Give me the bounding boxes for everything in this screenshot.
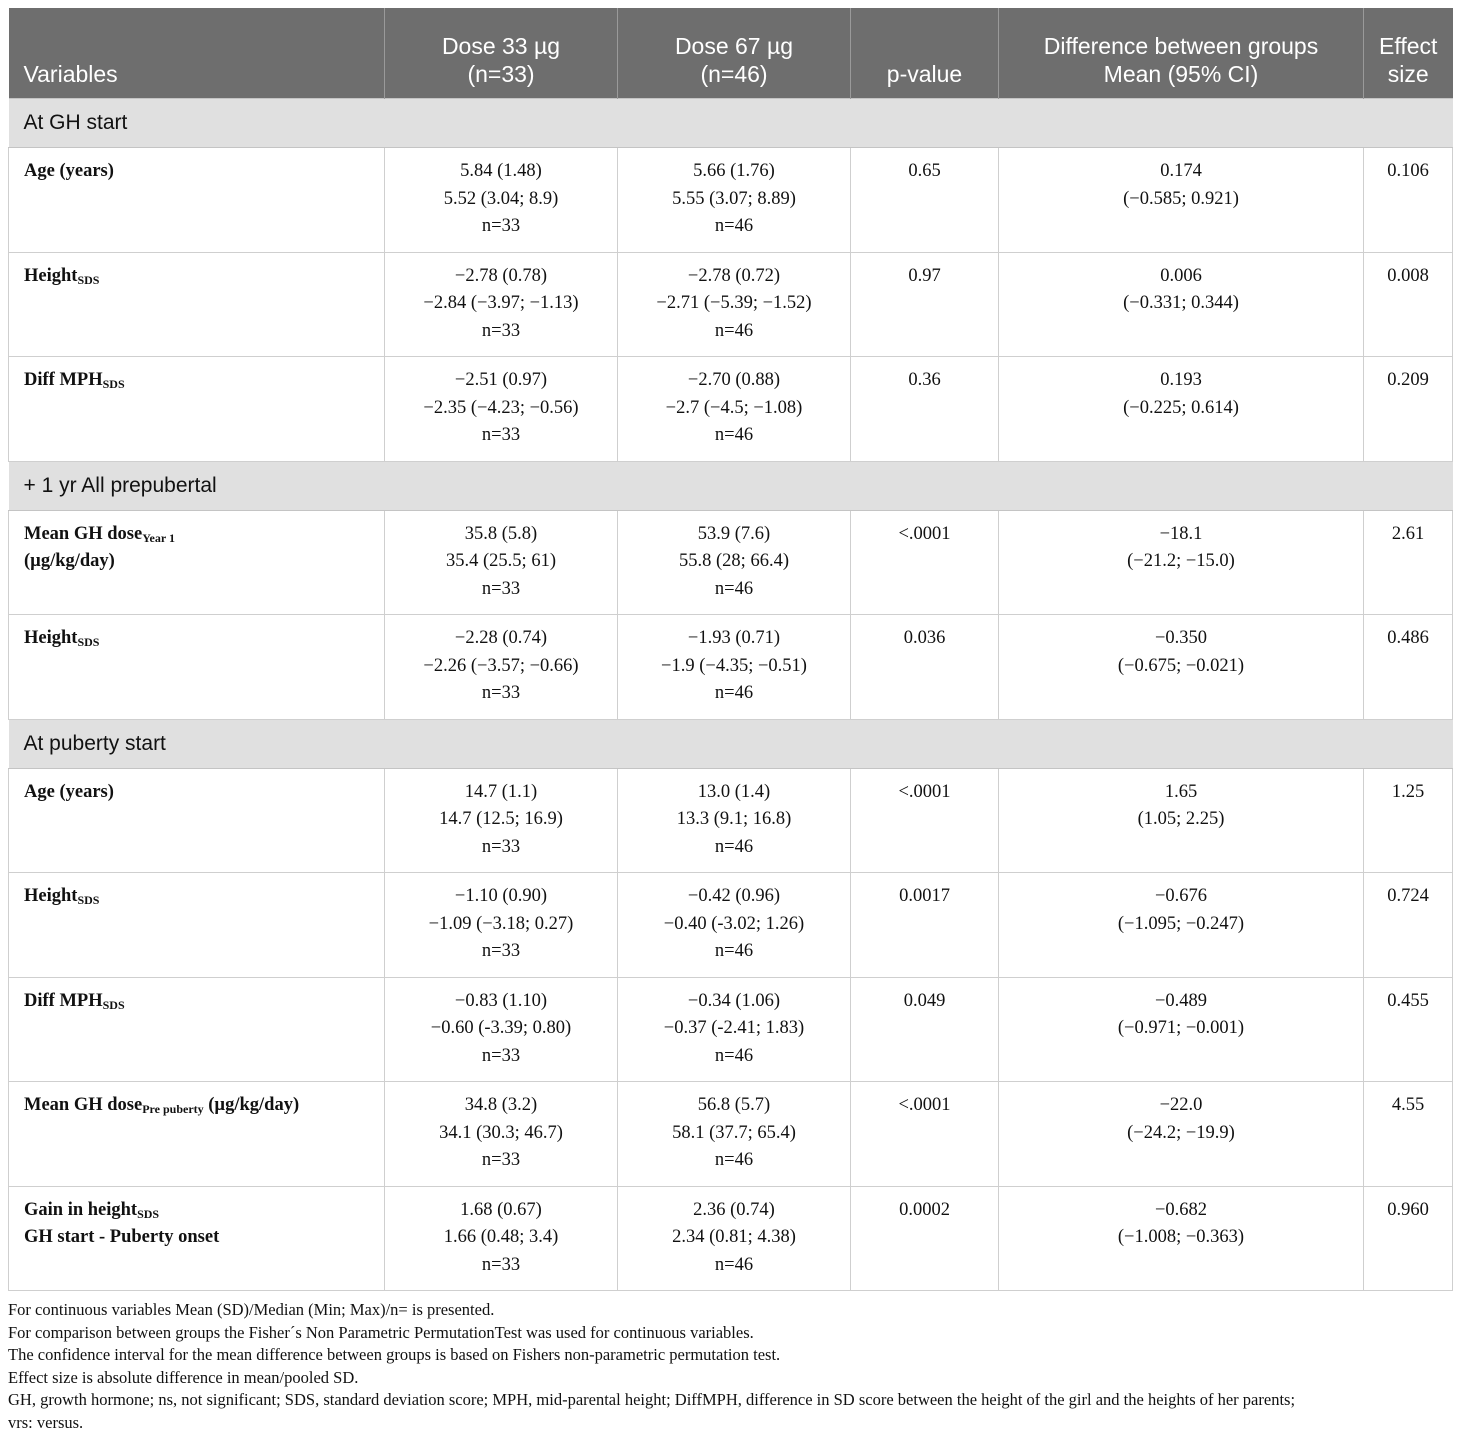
variable-name: Age (years) — [24, 161, 114, 181]
dose-33-value: 1.68 (0.67) — [391, 1197, 611, 1225]
dose-67-value: −0.34 (1.06) — [624, 988, 844, 1016]
dose-67-value: −2.78 (0.72) — [624, 263, 844, 291]
difference-value: (−1.095; −0.247) — [1005, 911, 1357, 939]
dose-67-value: 2.36 (0.74) — [624, 1197, 844, 1225]
p-value-cell: 0.049 — [851, 977, 999, 1082]
dose-67-value: n=46 — [624, 680, 844, 708]
dose-33-cell — [385, 768, 618, 873]
dose-33-cell — [385, 357, 618, 462]
dose-33-value: n=33 — [391, 1043, 611, 1071]
variable-subscript: SDS — [77, 893, 99, 907]
dose-33-value: −2.84 (−3.97; −1.13) — [391, 290, 611, 318]
dose-33-value: n=33 — [391, 834, 611, 862]
section-title: At GH start — [9, 99, 1453, 148]
header-p-value: p-value — [851, 8, 999, 99]
dose-33-value: −2.78 (0.78) — [391, 263, 611, 291]
variable-subscript: Pre puberty — [142, 1102, 203, 1116]
dose-67-value: −2.7 (−4.5; −1.08) — [624, 395, 844, 423]
variable-subscript: SDS — [77, 273, 99, 287]
dose-67-value: 13.0 (1.4) — [624, 779, 844, 807]
header-effect-size: Effect size — [1364, 8, 1453, 99]
header-dose-67: Dose 67 µg (n=46) — [618, 8, 851, 99]
dose-67-cell — [618, 768, 851, 873]
dose-33-value: 34.8 (3.2) — [391, 1092, 611, 1120]
difference-value: −0.350 — [1005, 625, 1357, 653]
p-value-cell: <.0001 — [851, 1082, 999, 1187]
footnote: For continuous variables Mean (SD)/Median (Min; Max)/n= is presented. — [8, 1299, 1452, 1322]
variable-label-line — [24, 263, 378, 291]
variable-label — [9, 510, 385, 615]
dose-33-value: −2.28 (0.74) — [391, 625, 611, 653]
dose-33-value: n=33 — [391, 680, 611, 708]
section-header-row — [9, 99, 1453, 148]
difference-value: −0.489 — [1005, 988, 1357, 1016]
variable-subscript: SDS — [137, 1207, 159, 1221]
p-value-cell: 0.65 — [851, 148, 999, 253]
difference-cell — [999, 357, 1364, 462]
dose-33-value: −0.83 (1.10) — [391, 988, 611, 1016]
variable-label — [9, 1082, 385, 1187]
difference-cell — [999, 768, 1364, 873]
difference-value: −22.0 — [1005, 1092, 1357, 1120]
difference-cell — [999, 252, 1364, 357]
difference-value: (−0.585; 0.921) — [1005, 186, 1357, 214]
variable-label-line — [24, 367, 378, 395]
dose-67-value: −0.42 (0.96) — [624, 883, 844, 911]
difference-value: −18.1 — [1005, 521, 1357, 549]
results-table-container — [8, 8, 1452, 1434]
variable-name: Height — [24, 266, 77, 286]
dose-33-value: −1.10 (0.90) — [391, 883, 611, 911]
variable-name: Mean GH dose — [24, 524, 142, 544]
variable-label-line — [24, 158, 378, 186]
dose-33-cell — [385, 252, 618, 357]
dose-67-value: 58.1 (37.7; 65.4) — [624, 1120, 844, 1148]
difference-value: (−0.225; 0.614) — [1005, 395, 1357, 423]
p-value-cell: 0.0017 — [851, 873, 999, 978]
dose-33-value: n=33 — [391, 1252, 611, 1280]
dose-67-value: 13.3 (9.1; 16.8) — [624, 806, 844, 834]
dose-67-value: −0.40 (-3.02; 1.26) — [624, 911, 844, 939]
dose-67-value: −0.37 (-2.41; 1.83) — [624, 1015, 844, 1043]
dose-67-value: −2.71 (−5.39; −1.52) — [624, 290, 844, 318]
dose-33-value: −2.51 (0.97) — [391, 367, 611, 395]
dose-33-cell — [385, 1186, 618, 1291]
p-value-cell: <.0001 — [851, 510, 999, 615]
section-title: + 1 yr All prepubertal — [9, 461, 1453, 510]
dose-33-value: 35.4 (25.5; 61) — [391, 548, 611, 576]
effect-size-cell: 0.106 — [1364, 148, 1453, 253]
dose-33-value: −0.60 (-3.39; 0.80) — [391, 1015, 611, 1043]
variable-subscript: SDS — [103, 998, 125, 1012]
table-row — [9, 510, 1453, 615]
variable-suffix: (µg/kg/day) — [204, 1095, 299, 1115]
dose-67-value: 5.55 (3.07; 8.89) — [624, 186, 844, 214]
variable-label-line — [24, 521, 378, 549]
difference-value: 0.174 — [1005, 158, 1357, 186]
difference-value: 0.006 — [1005, 263, 1357, 291]
dose-67-value: n=46 — [624, 318, 844, 346]
p-value-cell: 0.036 — [851, 615, 999, 720]
table-row — [9, 357, 1453, 462]
dose-33-value: 34.1 (30.3; 46.7) — [391, 1120, 611, 1148]
section-header-row — [9, 719, 1453, 768]
dose-67-cell — [618, 148, 851, 253]
difference-cell — [999, 615, 1364, 720]
difference-value: (−0.675; −0.021) — [1005, 653, 1357, 681]
effect-size-cell: 4.55 — [1364, 1082, 1453, 1187]
variable-subscript: Year 1 — [142, 531, 175, 545]
dose-33-cell — [385, 148, 618, 253]
effect-size-cell: 0.724 — [1364, 873, 1453, 978]
effect-size-cell: 0.960 — [1364, 1186, 1453, 1291]
dose-33-value: n=33 — [391, 422, 611, 450]
difference-value: 0.193 — [1005, 367, 1357, 395]
p-value-cell: 0.36 — [851, 357, 999, 462]
difference-value: (1.05; 2.25) — [1005, 806, 1357, 834]
dose-67-value: n=46 — [624, 834, 844, 862]
dose-67-cell — [618, 873, 851, 978]
footnote: vrs: versus. — [8, 1412, 1452, 1434]
table-footnotes — [8, 1299, 1452, 1434]
dose-33-value: 5.84 (1.48) — [391, 158, 611, 186]
difference-value: 1.65 — [1005, 779, 1357, 807]
dose-67-value: n=46 — [624, 1147, 844, 1175]
dose-33-value: 1.66 (0.48; 3.4) — [391, 1224, 611, 1252]
variable-label-line — [24, 779, 378, 807]
table-body — [9, 99, 1453, 1291]
footnote: For comparison between groups the Fisher´s Non Parametric PermutationTest was used for continuous variables. — [8, 1322, 1452, 1345]
dose-33-value: −1.09 (−3.18; 0.27) — [391, 911, 611, 939]
dose-67-cell — [618, 977, 851, 1082]
difference-cell — [999, 1082, 1364, 1187]
table-row — [9, 768, 1453, 873]
dose-33-cell — [385, 1082, 618, 1187]
variable-label-line2: (µg/kg/day) — [24, 548, 378, 576]
variable-label — [9, 873, 385, 978]
dose-33-value: n=33 — [391, 1147, 611, 1175]
table-row — [9, 873, 1453, 978]
header-variables: Variables — [9, 8, 385, 99]
dose-67-value: 5.66 (1.76) — [624, 158, 844, 186]
p-value-cell: 0.0002 — [851, 1186, 999, 1291]
difference-value: −0.682 — [1005, 1197, 1357, 1225]
dose-67-value: n=46 — [624, 213, 844, 241]
dose-67-value: −1.9 (−4.35; −0.51) — [624, 653, 844, 681]
variable-label — [9, 252, 385, 357]
variable-label-line2: GH start - Puberty onset — [24, 1224, 378, 1252]
dose-33-value: 14.7 (1.1) — [391, 779, 611, 807]
dose-67-value: n=46 — [624, 1252, 844, 1280]
p-value-cell: <.0001 — [851, 768, 999, 873]
variable-label-line — [24, 1197, 378, 1225]
section-title: At puberty start — [9, 719, 1453, 768]
variable-name: Age (years) — [24, 782, 114, 802]
dose-33-value: n=33 — [391, 576, 611, 604]
table-row — [9, 1082, 1453, 1187]
effect-size-cell: 0.209 — [1364, 357, 1453, 462]
variable-label — [9, 977, 385, 1082]
dose-67-value: n=46 — [624, 576, 844, 604]
dose-67-cell — [618, 252, 851, 357]
dose-67-cell — [618, 1082, 851, 1187]
variable-label — [9, 357, 385, 462]
variable-label-line — [24, 988, 378, 1016]
difference-value: (−0.331; 0.344) — [1005, 290, 1357, 318]
footnote: GH, growth hormone; ns, not significant; SDS, standard deviation score; MPH, mid-parental height; DiffMPH, difference in SD score between the height of the girl and the heights of her parents; — [8, 1389, 1452, 1412]
header-dose-33: Dose 33 µg (n=33) — [385, 8, 618, 99]
footnote: Effect size is absolute difference in mean/pooled SD. — [8, 1367, 1452, 1390]
footnote: The confidence interval for the mean difference between groups is based on Fishers non-parametric permutation test. — [8, 1344, 1452, 1367]
table-row — [9, 148, 1453, 253]
variable-name: Height — [24, 886, 77, 906]
results-table — [8, 8, 1453, 1291]
dose-33-cell — [385, 873, 618, 978]
difference-cell — [999, 873, 1364, 978]
dose-67-value: n=46 — [624, 938, 844, 966]
variable-name: Mean GH dose — [24, 1095, 142, 1115]
table-header-row — [9, 8, 1453, 99]
dose-67-cell — [618, 510, 851, 615]
difference-value: (−0.971; −0.001) — [1005, 1015, 1357, 1043]
difference-value: (−21.2; −15.0) — [1005, 548, 1357, 576]
dose-33-value: −2.26 (−3.57; −0.66) — [391, 653, 611, 681]
difference-cell — [999, 1186, 1364, 1291]
dose-33-value: n=33 — [391, 213, 611, 241]
variable-label-line — [24, 883, 378, 911]
effect-size-cell: 0.486 — [1364, 615, 1453, 720]
p-value-cell: 0.97 — [851, 252, 999, 357]
variable-name: Height — [24, 628, 77, 648]
difference-cell — [999, 977, 1364, 1082]
table-row — [9, 615, 1453, 720]
dose-33-value: 35.8 (5.8) — [391, 521, 611, 549]
dose-33-value: n=33 — [391, 938, 611, 966]
difference-cell — [999, 510, 1364, 615]
effect-size-cell: 0.008 — [1364, 252, 1453, 357]
dose-33-value: −2.35 (−4.23; −0.56) — [391, 395, 611, 423]
dose-33-cell — [385, 510, 618, 615]
table-row — [9, 977, 1453, 1082]
difference-value: (−24.2; −19.9) — [1005, 1120, 1357, 1148]
variable-subscript: SDS — [103, 377, 125, 391]
dose-33-cell — [385, 977, 618, 1082]
variable-label — [9, 615, 385, 720]
variable-name: Diff MPH — [24, 370, 103, 390]
variable-label — [9, 148, 385, 253]
variable-label-line — [24, 1092, 378, 1120]
effect-size-cell: 1.25 — [1364, 768, 1453, 873]
difference-value: −0.676 — [1005, 883, 1357, 911]
difference-value: (−1.008; −0.363) — [1005, 1224, 1357, 1252]
difference-cell — [999, 148, 1364, 253]
dose-67-value: n=46 — [624, 1043, 844, 1071]
dose-67-value: 56.8 (5.7) — [624, 1092, 844, 1120]
dose-33-value: 5.52 (3.04; 8.9) — [391, 186, 611, 214]
variable-label — [9, 1186, 385, 1291]
dose-33-value: 14.7 (12.5; 16.9) — [391, 806, 611, 834]
variable-subscript: SDS — [77, 635, 99, 649]
dose-67-cell — [618, 615, 851, 720]
dose-67-cell — [618, 1186, 851, 1291]
dose-67-value: −2.70 (0.88) — [624, 367, 844, 395]
table-row — [9, 1186, 1453, 1291]
dose-67-value: n=46 — [624, 422, 844, 450]
header-difference: Difference between groups Mean (95% CI) — [999, 8, 1364, 99]
effect-size-cell: 0.455 — [1364, 977, 1453, 1082]
dose-33-cell — [385, 615, 618, 720]
dose-67-value: 53.9 (7.6) — [624, 521, 844, 549]
section-header-row — [9, 461, 1453, 510]
effect-size-cell: 2.61 — [1364, 510, 1453, 615]
dose-67-value: 2.34 (0.81; 4.38) — [624, 1224, 844, 1252]
variable-label — [9, 768, 385, 873]
table-row — [9, 252, 1453, 357]
variable-name: Gain in height — [24, 1200, 137, 1220]
variable-name: Diff MPH — [24, 991, 103, 1011]
dose-67-cell — [618, 357, 851, 462]
dose-67-value: −1.93 (0.71) — [624, 625, 844, 653]
variable-label-line — [24, 625, 378, 653]
dose-67-value: 55.8 (28; 66.4) — [624, 548, 844, 576]
dose-33-value: n=33 — [391, 318, 611, 346]
